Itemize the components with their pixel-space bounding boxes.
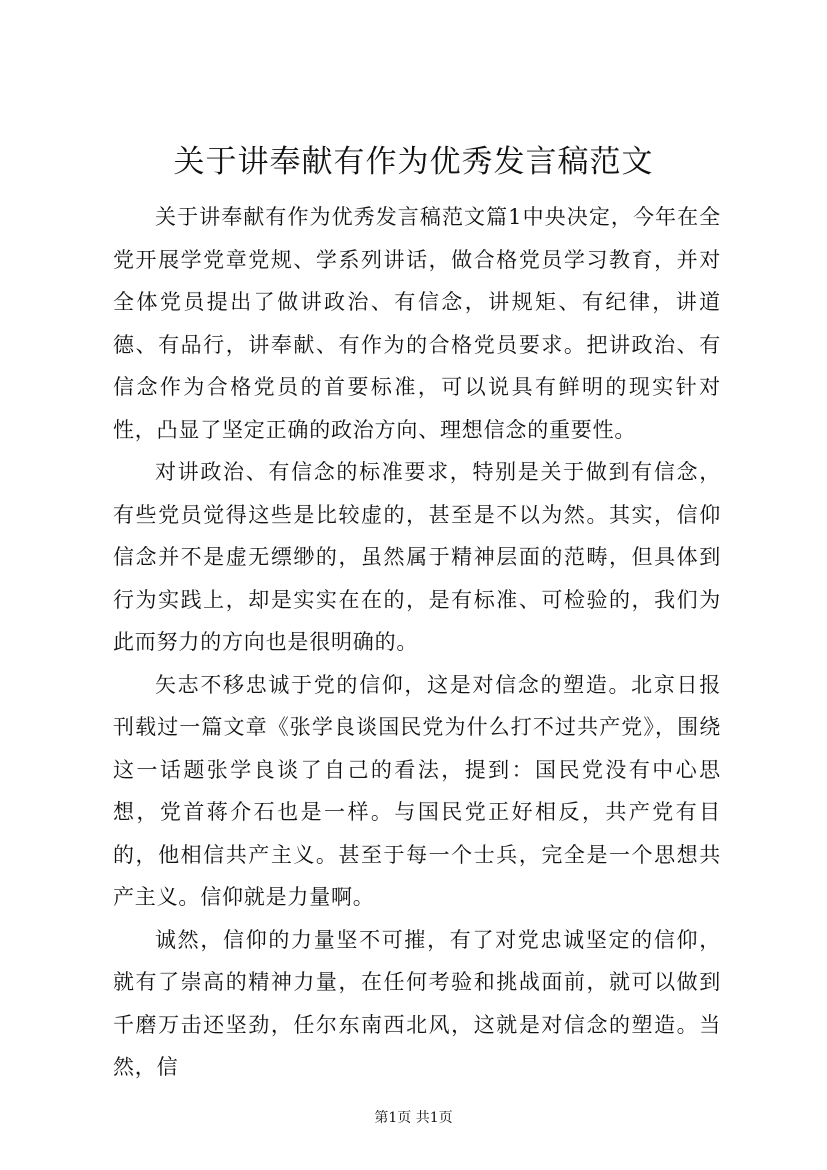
paragraph: 诚然，信仰的力量坚不可摧，有了对党忠诚坚定的信仰，就有了崇高的精神力量，在任何考验和挑战面前，就可以做到千磨万击还坚劲，任尔东南西北风，这就是对信念的塑造。当然，信	[113, 927, 721, 1079]
paragraph: 对讲政治、有信念的标准要求，特别是关于做到有信念，有些党员觉得这些是比较虚的，甚至是不以为然。其实，信仰信念并不是虚无缥缈的，虽然属于精神层面的范畴，但具体到行为实践上，却是实实在在的，是有标准、可检验的，我们为此而努力的方向也是很明确的。	[113, 460, 721, 654]
page-footer: 第1页 共1页	[374, 1110, 453, 1126]
paragraph: 矢志不移忠诚于党的信仰，这是对信念的塑造。北京日报刊载过一篇文章《张学良谈国民党为什么打不过共产党》，围绕这一话题张学良谈了自己的看法，提到：国民党没有中心思想，党首蒋介石也是一样。与国民党正好相反，共产党有目的，他相信共产主义。甚至于每一个士兵，完全是一个思想共产主义。信仰就是力量啊。	[113, 672, 721, 909]
paragraph: 关于讲奉献有作为优秀发言稿范文篇1中央决定，今年在全党开展学党章党规、学系列讲话，做合格党员学习教育，并对全体党员提出了做讲政治、有信念，讲规矩、有纪律，讲道德、有品行，讲奉献、有作为的合格党员要求。把讲政治、有信念作为合格党员的首要标准，可以说具有鲜明的现实针对性，凸显了坚定正确的政治方向、理想信念的重要性。	[113, 205, 721, 442]
document-body	[113, 196, 721, 1089]
document-title: 关于讲奉献有作为优秀发言稿范文	[173, 144, 654, 180]
